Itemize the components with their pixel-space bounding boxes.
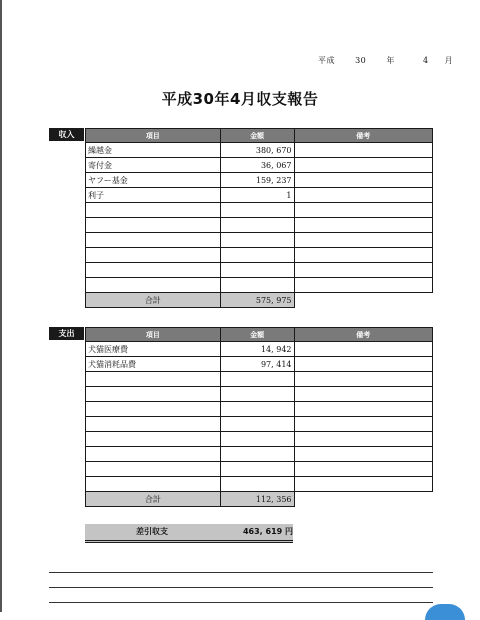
table-row xyxy=(86,218,433,233)
row-note-cell xyxy=(294,278,433,293)
table-row xyxy=(86,402,433,417)
row-amount-cell xyxy=(220,372,294,387)
row-item-cell xyxy=(86,372,221,387)
table-row xyxy=(86,447,433,462)
expense-total-row xyxy=(86,492,433,507)
note-line xyxy=(49,587,433,588)
row-amount-cell: 36, 067 xyxy=(220,158,294,173)
row-note-cell xyxy=(294,158,433,173)
income-table xyxy=(85,128,433,308)
income-total-blank xyxy=(294,293,433,308)
table-header-row xyxy=(86,328,433,342)
row-item-cell xyxy=(86,218,221,233)
row-note-cell xyxy=(294,233,433,248)
balance-label: 差引収支 xyxy=(136,527,168,536)
date-era: 平成 xyxy=(318,56,335,65)
row-note-cell xyxy=(294,417,432,432)
table-row xyxy=(86,357,433,372)
row-item-cell: ヤフー基金 xyxy=(86,173,221,188)
row-item-cell xyxy=(86,462,221,477)
row-amount-cell: 1 xyxy=(220,188,294,203)
row-note-cell xyxy=(294,248,433,263)
table-row xyxy=(86,188,433,203)
row-note-cell xyxy=(294,173,433,188)
row-item-cell xyxy=(86,402,221,417)
row-amount-cell xyxy=(220,218,294,233)
row-item-cell xyxy=(86,447,221,462)
table-row xyxy=(86,143,433,158)
table-header-row xyxy=(86,129,433,143)
row-note-cell xyxy=(294,462,432,477)
row-item-cell xyxy=(86,203,221,218)
row-note-cell xyxy=(294,387,432,402)
row-amount-cell xyxy=(220,278,294,293)
column-header-amount: 金額 xyxy=(220,129,294,143)
table-row xyxy=(86,173,433,188)
row-item-cell xyxy=(86,417,221,432)
row-item-cell xyxy=(86,432,221,447)
table-row xyxy=(86,158,433,173)
report-date xyxy=(318,55,453,66)
row-item-cell xyxy=(86,278,221,293)
row-amount-cell: 97, 414 xyxy=(220,357,294,372)
row-amount-cell xyxy=(220,233,294,248)
date-year: 30 xyxy=(355,56,367,65)
page-corner-widget xyxy=(425,604,465,620)
row-item-cell xyxy=(86,387,221,402)
table-row xyxy=(86,387,433,402)
row-note-cell xyxy=(294,342,432,357)
row-note-cell xyxy=(294,432,432,447)
row-amount-cell: 159, 237 xyxy=(220,173,294,188)
row-item-cell xyxy=(86,263,221,278)
row-item-cell: 犬猫消耗品費 xyxy=(86,357,221,372)
row-amount-cell xyxy=(220,402,294,417)
expense-total-blank xyxy=(294,492,432,507)
table-row xyxy=(86,203,433,218)
row-item-cell: 利子 xyxy=(86,188,221,203)
row-amount-cell xyxy=(220,447,294,462)
row-item-cell: 寄付金 xyxy=(86,158,221,173)
row-amount-cell: 380, 670 xyxy=(220,143,294,158)
row-amount-cell xyxy=(220,477,294,492)
row-note-cell xyxy=(294,203,433,218)
row-amount-cell xyxy=(220,432,294,447)
row-item-cell xyxy=(86,233,221,248)
table-row xyxy=(86,248,433,263)
row-amount-cell xyxy=(220,387,294,402)
expense-total-label: 合計 xyxy=(86,492,221,507)
date-month-unit: 月 xyxy=(444,56,454,65)
row-amount-cell: 14, 942 xyxy=(220,342,294,357)
column-header-item: 項目 xyxy=(86,328,221,342)
column-header-note: 備考 xyxy=(294,328,432,342)
table-row xyxy=(86,462,433,477)
row-note-cell xyxy=(294,357,432,372)
table-row xyxy=(86,263,433,278)
table-row xyxy=(86,417,433,432)
row-note-cell xyxy=(294,447,432,462)
row-item-cell xyxy=(86,477,221,492)
balance-box xyxy=(85,524,293,543)
table-row xyxy=(86,233,433,248)
row-note-cell xyxy=(294,143,433,158)
table-row xyxy=(86,372,433,387)
row-amount-cell xyxy=(220,263,294,278)
date-year-unit: 年 xyxy=(386,56,395,65)
column-header-item: 項目 xyxy=(86,129,221,143)
row-note-cell xyxy=(294,372,432,387)
row-item-cell: 繰越金 xyxy=(86,143,221,158)
expense-total-value: 112, 356 xyxy=(220,492,294,507)
row-amount-cell xyxy=(220,203,294,218)
row-note-cell xyxy=(294,402,432,417)
row-amount-cell xyxy=(220,462,294,477)
column-header-amount: 金額 xyxy=(220,328,294,342)
table-row xyxy=(86,477,433,492)
row-note-cell xyxy=(294,477,432,492)
note-line xyxy=(49,602,433,603)
expense-table xyxy=(85,327,433,507)
date-month: 4 xyxy=(422,56,429,65)
report-title: 平成30年4月収支報告 xyxy=(161,90,319,108)
row-note-cell xyxy=(294,218,433,233)
income-total-row xyxy=(86,293,433,308)
row-note-cell xyxy=(294,188,433,203)
note-line xyxy=(49,572,433,573)
table-row xyxy=(86,278,433,293)
expense-label: 支出 xyxy=(49,327,84,340)
row-amount-cell xyxy=(220,248,294,263)
table-row xyxy=(86,432,433,447)
row-note-cell xyxy=(294,263,433,278)
row-amount-cell xyxy=(220,417,294,432)
column-header-note: 備考 xyxy=(294,129,433,143)
income-total-label: 合計 xyxy=(86,293,221,308)
row-item-cell: 犬猫医療費 xyxy=(86,342,221,357)
table-row xyxy=(86,342,433,357)
balance-value: 463, 619 円 xyxy=(242,527,293,536)
row-item-cell xyxy=(86,248,221,263)
income-label: 収入 xyxy=(49,128,84,141)
income-total-value: 575, 975 xyxy=(220,293,294,308)
